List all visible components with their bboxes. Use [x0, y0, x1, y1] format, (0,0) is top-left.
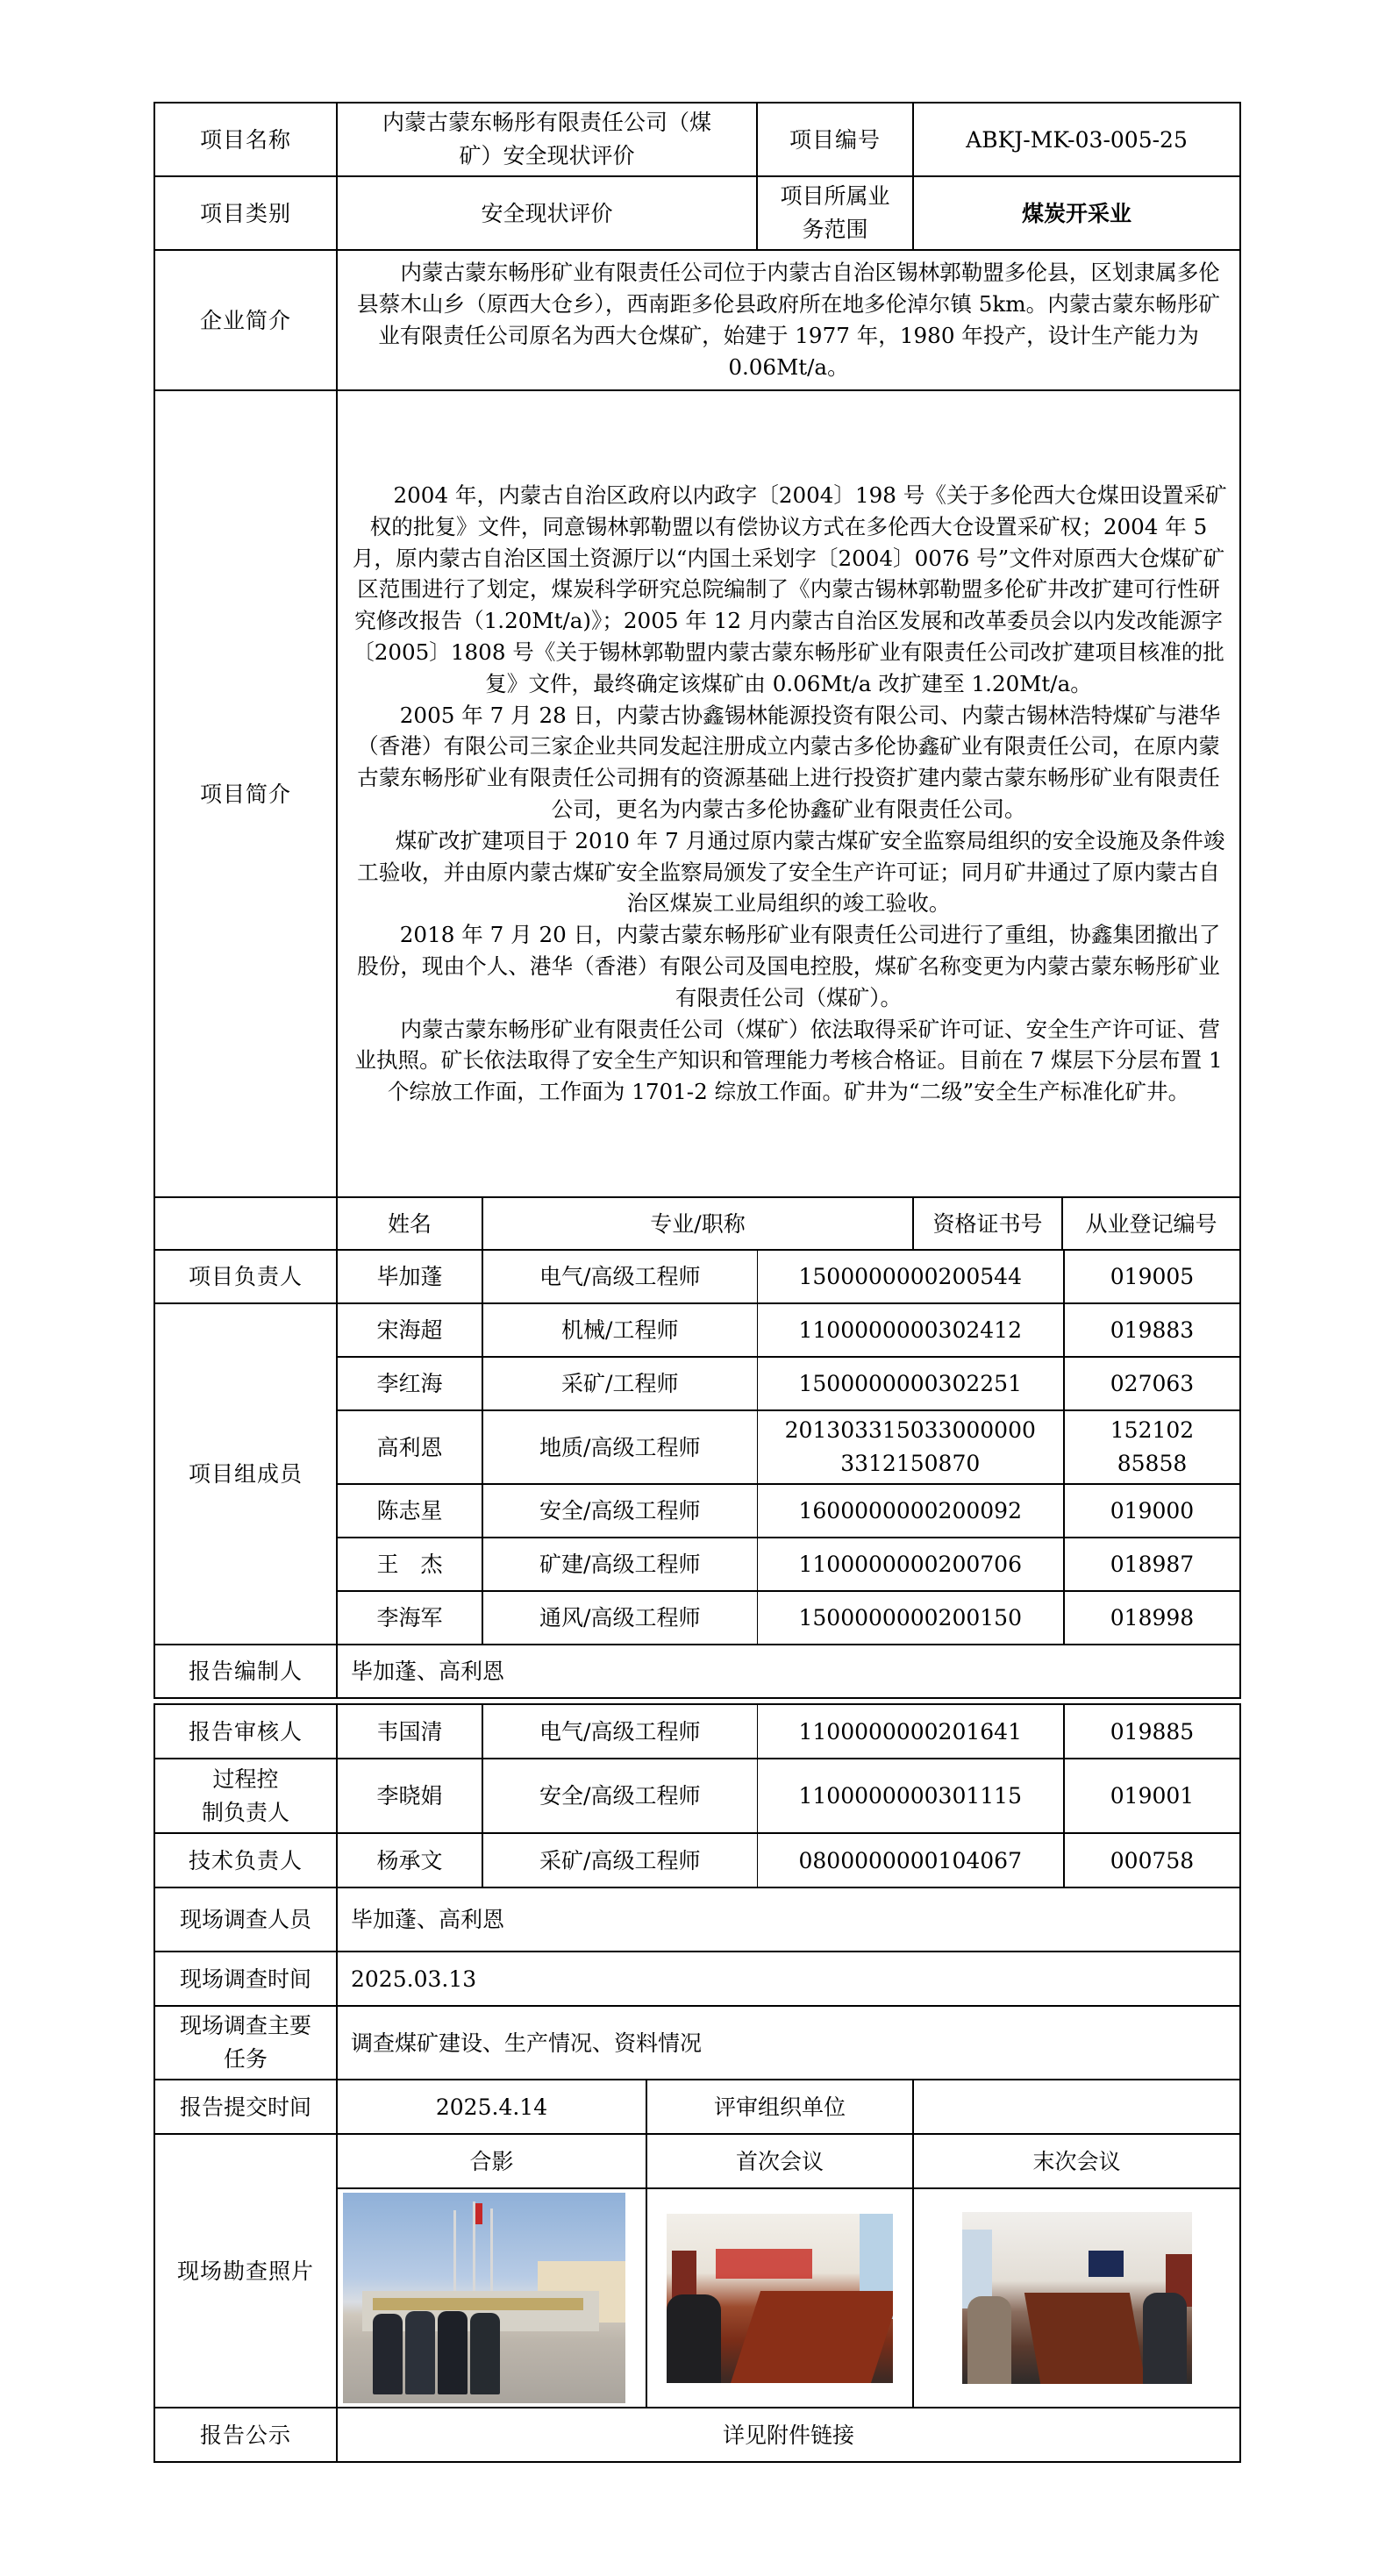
project-intro-paragraph: 内蒙古蒙东畅彤矿业有限责任公司（煤矿）依法取得采矿许可证、安全生产许可证、营业执照。矿长依法取得了安全生产知识和管理能力考核合格证。目前在 7 煤层下分层布置 1 个综放工作面，工作面为 1701-2 综放工作面。矿井为“二级”安全生产标准化矿井。 [354, 1016, 1223, 1105]
banner-shape [716, 2249, 812, 2279]
reviewer-name: 韦国清 [337, 1704, 482, 1759]
process-control-name: 李晓娟 [337, 1759, 482, 1833]
member-name: 李红海 [337, 1357, 482, 1410]
reviewer-reg: 019885 [1064, 1704, 1240, 1759]
header-reg: 从业登记编号 [1062, 1197, 1240, 1250]
business-scope-label-line1: 项目所属业 [780, 183, 890, 209]
publication-label: 报告公示 [154, 2408, 337, 2462]
project-type-row [154, 176, 1240, 250]
photo-caption-first-meeting: 首次会议 [646, 2134, 913, 2188]
screen-shape [1089, 2251, 1124, 2277]
leader-reg: 019005 [1064, 1250, 1240, 1303]
member-cert: 1100000000200706 [757, 1538, 1064, 1591]
tech-lead-row [154, 1833, 1240, 1887]
member-title: 矿建/高级工程师 [482, 1538, 757, 1591]
sign-text-shape [373, 2298, 583, 2310]
member-name: 陈志星 [337, 1484, 482, 1538]
member-cert: 1500000000302251 [757, 1357, 1064, 1410]
project-name-value [337, 103, 757, 176]
person-shape [967, 2296, 1011, 2384]
member-reg: 018987 [1064, 1538, 1240, 1591]
photo-caption-row [154, 2134, 1240, 2188]
publication-value[interactable]: 详见附件链接 [337, 2408, 1240, 2462]
photo-cell-last-meeting [913, 2188, 1240, 2408]
process-control-label [154, 1759, 337, 1833]
tech-lead-name: 杨承文 [337, 1833, 482, 1887]
member-cert: 1500000000200150 [757, 1591, 1064, 1645]
person-shape [438, 2311, 468, 2394]
member-name: 高利恩 [337, 1410, 482, 1484]
staff-header-row [154, 1197, 1240, 1250]
company-intro-row [154, 250, 1240, 390]
process-control-row [154, 1759, 1240, 1833]
project-intro-text [337, 390, 1240, 1197]
project-name-line1: 内蒙古蒙东畅彤有限责任公司（煤 [382, 110, 712, 135]
member-cert [757, 1410, 1064, 1484]
staff-header-empty [154, 1197, 337, 1250]
members-label: 项目组成员 [154, 1303, 337, 1645]
compiler-value: 毕加蓬、高利恩 [337, 1645, 1240, 1698]
project-intro-paragraph: 2004 年，内蒙古自治区政府以内政字〔2004〕198 号《关于多伦西大仓煤田设置采矿权的批复》文件，同意锡林郭勒盟以有偿协议方式在多伦西大仓设置采矿权；2004 年 5 月，原内蒙古自治区国土资源厅以“内国土采划字〔2004〕0076 号”文件对原西大仓煤矿矿区范围进行了划定，煤炭科学研究总院编制了《内蒙古锡林郭勒盟多伦矿井改扩建可行性研究修改报告（1.20Mt/a)》；2005 年 12 月内蒙古自治区发展和改革委员会以内发改能源字〔2005〕1808 号《关于锡林郭勒盟内蒙古蒙东畅彤矿业有限责任公司改扩建项目核准的批复》文件，最终确定该煤矿由 0.06Mt/a 改扩建至 1.20Mt/a。 [352, 482, 1227, 696]
submission-label: 报告提交时间 [154, 2080, 337, 2134]
project-code-label: 项目编号 [757, 103, 913, 176]
company-intro-paragraph: 内蒙古蒙东畅彤矿业有限责任公司位于内蒙古自治区锡林郭勒盟多伦县，区划隶属多伦县蔡木山乡（原西大仓乡），西南距多伦县政府所在地多伦淖尔镇 5km。内蒙古蒙东畅彤矿业有限责任公司原名为西大仓煤矿，始建于 1977 年，1980 年投产，设计生产能力为 0.06Mt/a。 [357, 260, 1220, 380]
tech-lead-reg: 000758 [1064, 1833, 1240, 1887]
member-title: 地质/高级工程师 [482, 1410, 757, 1484]
leader-row [154, 1250, 1240, 1303]
project-name-label: 项目名称 [154, 103, 337, 176]
member-reg-line1: 152102 [1110, 1417, 1195, 1443]
survey-task-value: 调查煤矿建设、生产情况、资料情况 [337, 2006, 1240, 2080]
survey-time-row [154, 1952, 1240, 2006]
tech-lead-label: 技术负责人 [154, 1833, 337, 1887]
review-org-label: 评审组织单位 [646, 2080, 913, 2134]
project-name-line2: 矿）安全现状评价 [459, 143, 635, 168]
leader-label: 项目负责人 [154, 1250, 337, 1303]
project-type-label: 项目类别 [154, 176, 337, 250]
survey-staff-value: 毕加蓬、高利恩 [337, 1887, 1240, 1952]
member-reg-line2: 85858 [1117, 1451, 1188, 1476]
member-title: 采矿/工程师 [482, 1357, 757, 1410]
member-row [154, 1303, 1240, 1357]
member-name: 王 杰 [337, 1538, 482, 1591]
project-intro-row [154, 390, 1240, 1197]
flag-icon [475, 2203, 482, 2224]
last-meeting-photo [962, 2212, 1192, 2384]
project-intro-paragraph: 煤矿改扩建项目于 2010 年 7 月通过原内蒙古煤矿安全监察局组织的安全设施及条件竣工验收，并由原内蒙古煤矿安全监察局颁发了安全生产许可证；同月矿井通过了原内蒙古自治区煤炭工业局组织的竣工验收。 [357, 827, 1225, 917]
photo-caption-group: 合影 [337, 2134, 646, 2188]
header-cert: 资格证书号 [913, 1197, 1062, 1250]
submission-row [154, 2080, 1240, 2134]
project-intro-paragraph: 2005 年 7 月 28 日，内蒙古协鑫锡林能源投资有限公司、内蒙古锡林浩特煤矿与港华（香港）有限公司三家企业共同发起注册成立内蒙古多伦协鑫矿业有限责任公司，在原内蒙古蒙东畅彤矿业有限责任公司拥有的资源基础上进行投资扩建内蒙古蒙东畅彤矿业有限责任公司，更名为内蒙古多伦协鑫矿业有限责任公司。 [357, 702, 1221, 822]
staff-table [153, 1249, 1241, 1699]
reviewer-row [154, 1704, 1240, 1759]
leader-name: 毕加蓬 [337, 1250, 482, 1303]
member-reg: 019000 [1064, 1484, 1240, 1538]
member-reg: 027063 [1064, 1357, 1240, 1410]
photo-caption-last-meeting: 末次会议 [913, 2134, 1240, 2188]
project-code-value: ABKJ-MK-03-005-25 [913, 103, 1240, 176]
reviewer-cert: 1100000000201641 [757, 1704, 1064, 1759]
person-shape [470, 2313, 500, 2394]
process-control-label-line1: 过程控 [212, 1766, 279, 1792]
photo-cell-first-meeting [646, 2188, 913, 2408]
member-name: 宋海超 [337, 1303, 482, 1357]
member-title: 安全/高级工程师 [482, 1484, 757, 1538]
review-org-value [913, 2080, 1240, 2134]
business-scope-value: 煤炭开采业 [913, 176, 1240, 250]
member-reg [1064, 1410, 1240, 1484]
member-reg: 018998 [1064, 1591, 1240, 1645]
member-cert-line1: 201303315033000000 [784, 1417, 1036, 1443]
tech-lead-cert: 0800000000104067 [757, 1833, 1064, 1887]
company-intro-label: 企业简介 [154, 250, 337, 390]
person-shape [1143, 2293, 1187, 2384]
leader-cert: 1500000000200544 [757, 1250, 1064, 1303]
group-photo [343, 2193, 625, 2403]
leader-title: 电气/高级工程师 [482, 1250, 757, 1303]
reviewer-title: 电气/高级工程师 [482, 1704, 757, 1759]
compiler-row [154, 1645, 1240, 1698]
person-shape [667, 2294, 721, 2383]
survey-staff-label: 现场调查人员 [154, 1887, 337, 1952]
member-name: 李海军 [337, 1591, 482, 1645]
survey-staff-row [154, 1887, 1240, 1952]
member-cert: 1100000000302412 [757, 1303, 1064, 1357]
project-name-row [154, 103, 1240, 176]
project-info-table [153, 102, 1241, 1251]
submission-date: 2025.4.14 [337, 2080, 646, 2134]
person-shape [405, 2311, 435, 2394]
header-title: 专业/职称 [482, 1197, 913, 1250]
photos-label: 现场勘查照片 [154, 2134, 337, 2408]
first-meeting-photo [667, 2214, 893, 2383]
person-shape [373, 2314, 403, 2394]
process-control-reg: 019001 [1064, 1759, 1240, 1833]
process-control-title: 安全/高级工程师 [482, 1759, 757, 1833]
survey-time-value: 2025.03.13 [337, 1952, 1240, 2006]
survey-task-label-line2: 任务 [223, 2046, 268, 2072]
member-reg: 019883 [1064, 1303, 1240, 1357]
review-info-table [153, 1703, 1241, 2463]
process-control-label-line2: 制负责人 [201, 1799, 289, 1825]
tech-lead-title: 采矿/高级工程师 [482, 1833, 757, 1887]
survey-task-label-line1: 现场调查主要 [179, 2013, 311, 2038]
project-intro-label: 项目简介 [154, 390, 337, 1197]
business-scope-label-line2: 务范围 [802, 217, 868, 242]
member-title: 机械/工程师 [482, 1303, 757, 1357]
table-shape [731, 2291, 893, 2383]
reviewer-label: 报告审核人 [154, 1704, 337, 1759]
process-control-cert: 1100000000301115 [757, 1759, 1064, 1833]
photo-cell-group [337, 2188, 646, 2408]
survey-time-label: 现场调查时间 [154, 1952, 337, 2006]
company-intro-text [337, 250, 1240, 390]
member-cert-line2: 3312150870 [840, 1451, 981, 1476]
business-scope-label [757, 176, 913, 250]
header-name: 姓名 [337, 1197, 482, 1250]
publication-row [154, 2408, 1240, 2462]
project-intro-paragraph: 2018 年 7 月 20 日，内蒙古蒙东畅彤矿业有限责任公司进行了重组，协鑫集团撤出了股份，现由个人、港华（香港）有限公司及国电控股，煤矿名称变更为内蒙古蒙东畅彤矿业有限责任公司（煤矿）。 [357, 922, 1221, 1010]
member-title: 通风/高级工程师 [482, 1591, 757, 1645]
survey-task-row [154, 2006, 1240, 2080]
member-cert: 1600000000200092 [757, 1484, 1064, 1538]
table-shape [1024, 2293, 1145, 2384]
compiler-label: 报告编制人 [154, 1645, 337, 1698]
project-type-value: 安全现状评价 [337, 176, 757, 250]
survey-task-label [154, 2006, 337, 2080]
